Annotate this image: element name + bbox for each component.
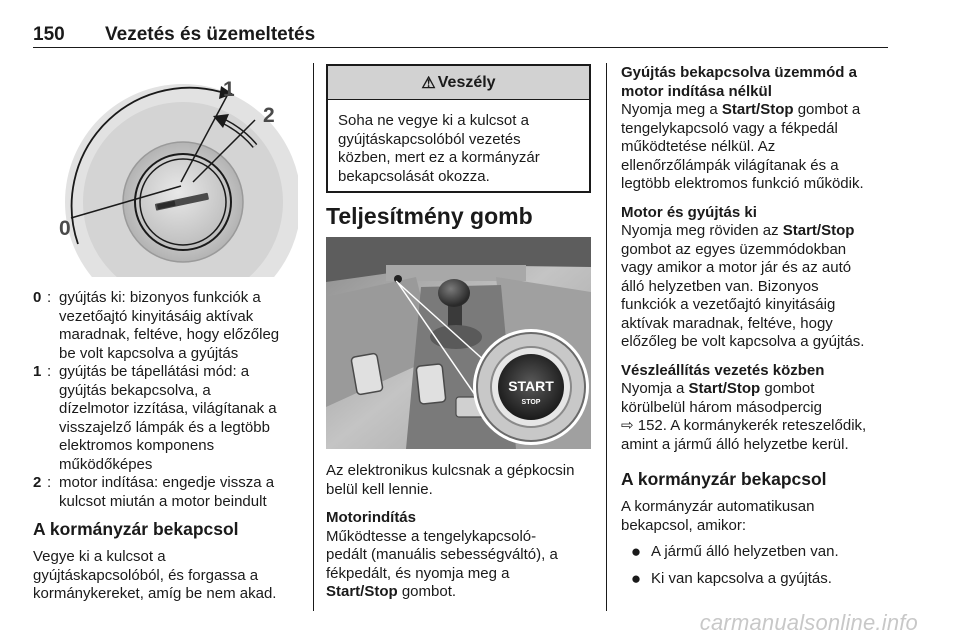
legend-line: vezetőajtó kinyitásáig aktívak xyxy=(59,307,254,325)
subheading: Gyújtás bekapcsolva üzemmód a xyxy=(621,64,857,81)
caption-line: Az elektronikus kulcsnak a gépkocsin xyxy=(326,462,575,479)
legend-line: visszajelző lámpák és a legtöbb xyxy=(59,418,270,436)
danger-line: közben, mert ez a kormányzár xyxy=(338,149,540,166)
body-line: álló helyzetben van. Bizonyos xyxy=(621,277,819,295)
danger-line: gyújtáskapcsolóból vezetés xyxy=(338,130,521,148)
button-name: Start/Stop xyxy=(326,583,398,600)
body-line: vagy amikor a motor jár és az autó xyxy=(621,259,852,276)
body-line: kormánykereket, amíg be nem akad. xyxy=(33,585,277,602)
page-header xyxy=(33,24,315,46)
body-line: előzőleg be volt kapcsolva a gyújtás. xyxy=(621,333,865,350)
legend-line: dízelmotor izzítása, világítanak a xyxy=(59,400,277,417)
ignition-mode-section xyxy=(621,64,889,194)
ignition-legend xyxy=(33,289,301,511)
bullet-icon: ● xyxy=(630,542,642,561)
warning-icon: ⚠ xyxy=(421,74,436,92)
body-line: Vegye ki a kulcsot a xyxy=(33,548,166,565)
section-heading: A kormányzár bekapcsol xyxy=(621,469,827,489)
power-button-text xyxy=(326,462,594,602)
legend-key: 2 xyxy=(33,474,42,491)
danger-title: Veszély xyxy=(437,73,496,91)
ignition-switch-illustration xyxy=(33,64,298,277)
legend-key: 0 xyxy=(33,289,42,306)
body-line xyxy=(621,380,889,399)
body-fragment: gombot a xyxy=(793,101,861,118)
body-line: A kormányzár automatikusan xyxy=(621,498,815,515)
legend-item xyxy=(33,474,301,511)
stop-label: STOP xyxy=(521,399,541,406)
legend-sep: : xyxy=(47,363,52,380)
subheading: Motorindítás xyxy=(326,509,416,526)
legend-line: motor indítása: engedje vissza a xyxy=(59,474,275,491)
section-heading: Teljesítmény gomb xyxy=(326,203,533,229)
body-line xyxy=(621,222,889,241)
body-fragment: Nyomja a xyxy=(621,380,689,397)
column-divider xyxy=(313,63,314,611)
body-fragment: Nyomja meg a xyxy=(621,101,722,118)
body-line xyxy=(621,101,889,120)
legend-line: gyújtás bekapcsolva, a xyxy=(59,381,211,399)
subheading: Motor és gyújtás ki xyxy=(621,203,757,221)
danger-box xyxy=(326,64,591,193)
legend-line: elektromos komponens xyxy=(59,437,215,454)
page-title: Vezetés és üzemeltetés xyxy=(105,24,316,45)
section-heading: A kormányzár bekapcsol xyxy=(33,519,239,539)
position-label-0: 0 xyxy=(59,217,71,240)
legend-line: maradnak, feltéve, hogy előzőleg xyxy=(59,326,280,343)
subheading: motor indítása nélkül xyxy=(621,82,772,100)
page-reference: 152. A kormánykerék reteszelődik, xyxy=(637,417,867,434)
body-line: pedált (manuális sebességváltó), a xyxy=(326,546,558,563)
body-line: aktívak maradnak, feltéve, hogy xyxy=(621,314,833,332)
start-stop-illustration xyxy=(326,237,591,449)
header-rule xyxy=(33,47,888,48)
body-fragment: gombot. xyxy=(397,583,457,600)
body-line: ellenőrzőlámpák világítanak és a xyxy=(621,156,839,174)
legend-line: gyújtás ki: bizonyos funkciók a xyxy=(59,289,261,306)
body-line: körülbelül három másodpercig xyxy=(621,398,822,416)
column-divider xyxy=(606,63,607,611)
engine-ignition-off-section xyxy=(621,204,889,352)
danger-header xyxy=(328,66,589,100)
body-line: amint a jármű álló helyzetbe kerül. xyxy=(621,435,849,453)
legend-line: gyújtás be tápellátási mód: a xyxy=(59,363,250,380)
body-line: működtetése nélkül. Az xyxy=(621,138,776,155)
power-button-heading-wrap xyxy=(326,203,594,230)
start-stop-photo xyxy=(326,237,591,449)
right-column xyxy=(621,64,889,588)
legend-line: működőképes xyxy=(59,455,153,473)
body-line xyxy=(621,417,889,436)
steering-lock-section-left xyxy=(33,518,301,604)
bullet-text: Ki van kapcsolva a gyújtás. xyxy=(651,569,832,587)
page-reference-icon[interactable]: ⇨ xyxy=(621,417,638,434)
legend-line: kulcsot miután a motor beindult xyxy=(59,492,267,510)
legend-sep: : xyxy=(47,474,52,491)
body-line: fékpedált, és nyomja meg a xyxy=(326,564,510,582)
bullet-icon: ● xyxy=(630,568,642,588)
button-name: Start/Stop xyxy=(782,222,855,239)
steering-lock-section-right xyxy=(621,468,889,588)
ignition-switch-figure xyxy=(33,64,298,277)
watermark: carmanualsonline.info xyxy=(699,610,918,635)
legend-line: be volt kapcsolva a gyújtás xyxy=(59,344,239,362)
danger-line: bekapcsolását okozza. xyxy=(338,167,490,185)
start-label: START xyxy=(508,378,554,394)
body-line: legtöbb elektromos funkció működik. xyxy=(621,175,864,192)
legend-item xyxy=(33,363,301,474)
emergency-off-section xyxy=(621,362,889,455)
body-line: bekapcsol, amikor: xyxy=(621,516,747,534)
body-line xyxy=(326,583,594,602)
page-number: 150 xyxy=(33,24,65,45)
legend-item xyxy=(33,289,301,363)
body-line: funkciók a vezetőajtó kinyitásáig xyxy=(621,296,836,313)
body-fragment: gombot xyxy=(760,380,815,397)
legend-sep: : xyxy=(47,289,52,306)
button-name: Start/Stop xyxy=(721,101,794,118)
bullet-item xyxy=(621,570,889,589)
bullet-item xyxy=(621,543,889,562)
danger-line: Soha ne vegye ki a kulcsot a xyxy=(338,112,529,129)
position-label-2: 2 xyxy=(263,104,275,127)
body-line: gyújtáskapcsolóból, és forgassa a xyxy=(33,566,259,584)
subheading: Vészleállítás vezetés közben xyxy=(621,361,825,379)
body-line: gombot az egyes üzemmódokban xyxy=(621,240,847,258)
body-line: tengelykapcsoló vagy a fékpedál xyxy=(621,119,838,137)
button-name: Start/Stop xyxy=(688,380,761,397)
position-label-1: 1 xyxy=(223,78,235,101)
body-fragment: Nyomja meg röviden az xyxy=(621,222,783,239)
caption-line: belül kell lennie. xyxy=(326,480,433,498)
legend-key: 1 xyxy=(33,363,42,380)
bullet-text: A jármű álló helyzetben van. xyxy=(651,543,839,560)
body-line: Működtesse a tengelykapcsoló- xyxy=(326,527,537,545)
